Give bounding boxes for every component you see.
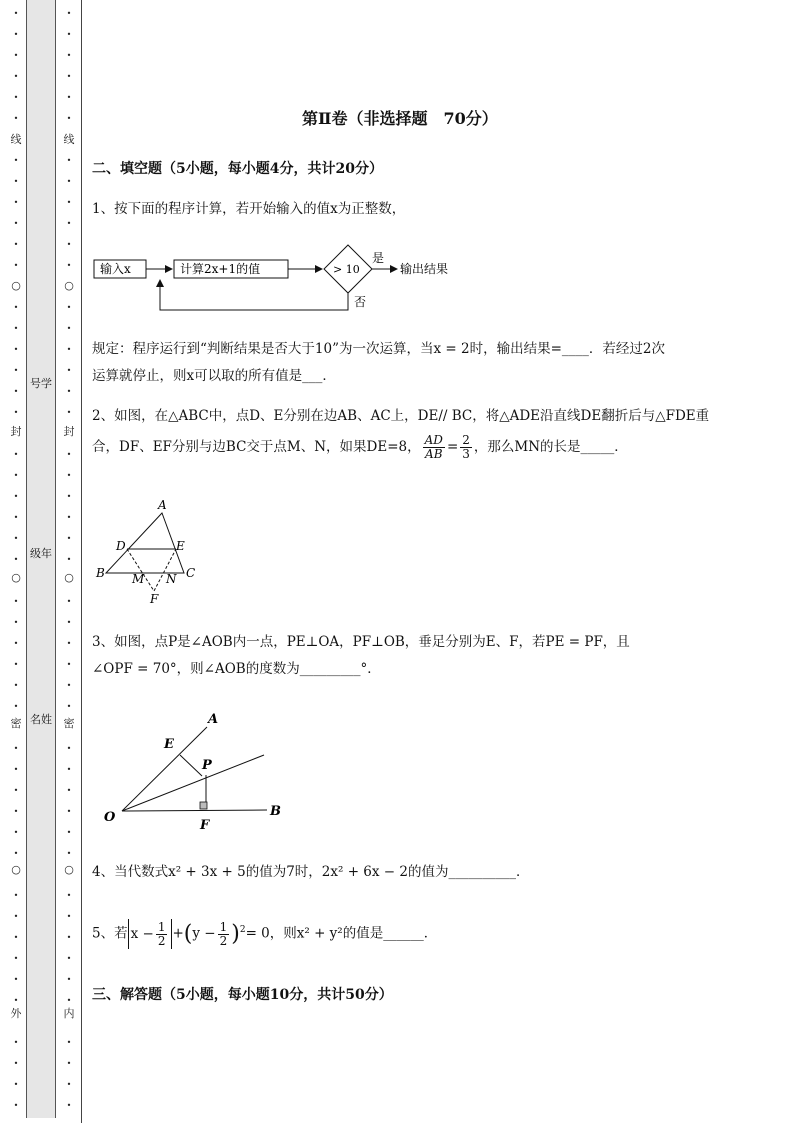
q1-text: 1、按下面的程序计算，若开始输入的值x为正整数， (92, 201, 406, 217)
binding-left-dot: • (13, 93, 19, 102)
binding-left-dot: • (13, 450, 19, 459)
binding-right-dot: • (66, 807, 72, 816)
q1-rule-text: 规定：程序运行到“判断结果是否大于10”为一次运算，当x = 2时，输出结果=____．若经过2次 (92, 341, 665, 357)
svg-text:P: P (202, 758, 212, 773)
binding-right-dot: • (66, 681, 72, 690)
binding-right-dot: • (66, 72, 72, 81)
binding-right-dot: • (66, 303, 72, 312)
q1-flowchart (92, 240, 492, 315)
binding-left-dot: • (13, 765, 19, 774)
binding-right-dot: • (66, 177, 72, 186)
binding-right-dot: • (66, 492, 72, 501)
binding-left-dot: • (13, 639, 19, 648)
binding-left-dot: • (13, 681, 19, 690)
binding-right-dot: • (66, 240, 72, 249)
svg-text:N: N (166, 572, 177, 586)
flow-compute-label: 计算2x+1的值 (180, 262, 261, 276)
binding-right-dot: • (66, 345, 72, 354)
svg-text:B: B (96, 566, 105, 580)
binding-right-dot: • (66, 513, 72, 522)
binding-right-dot: • (66, 912, 72, 921)
binding-left-label: ○ (11, 863, 21, 876)
binding-right-dot: • (66, 156, 72, 165)
flow-output-label: 输出结果 (400, 262, 449, 276)
binding-left-dot: • (13, 324, 19, 333)
flow-yes-label: 是 (372, 251, 385, 265)
binding-left-dot: • (13, 1080, 19, 1089)
binding-right-dot: • (66, 765, 72, 774)
binding-left-dot: • (13, 1101, 19, 1110)
q2-text: 2、如图，在△ABC中，点D、E分别在边AB、AC上，DE// BC，将△ADE沿直线DE翻折后与△FDE重 (92, 408, 710, 424)
binding-left-dot: • (13, 891, 19, 900)
binding-right-dot: • (66, 1038, 72, 1047)
binding-right-label: ○ (64, 571, 74, 584)
q2-fraction-ad-ab: $\frac{AD}{AB}$ (424, 433, 443, 461)
binding-left-label: ○ (11, 279, 21, 292)
svg-text:D: D (116, 539, 126, 553)
binding-left-dot: • (13, 912, 19, 921)
binding-right-dot: • (66, 387, 72, 396)
binding-right-label: 密 (63, 717, 75, 730)
binding-left-dot: • (13, 660, 19, 669)
binding-left-dot: • (13, 828, 19, 837)
binding-right-dot: • (66, 933, 72, 942)
svg-text:E: E (164, 737, 174, 752)
binding-right-dot: • (66, 51, 72, 60)
binding-left-dot: • (13, 177, 19, 186)
binding-right-dot: • (66, 891, 72, 900)
binding-right-dot: • (66, 597, 72, 606)
binding-left-dot: • (13, 303, 19, 312)
binding-right-dot: • (66, 219, 72, 228)
binding-right-dot: • (66, 261, 72, 270)
binding-left-dot: • (13, 534, 19, 543)
binding-right-dot: • (66, 408, 72, 417)
svg-text:F: F (200, 818, 210, 833)
binding-right-dot: • (66, 366, 72, 375)
binding-right-dot: • (66, 828, 72, 837)
q1-rule-text-2: 运算就停止，则x可以取的所有值是___． (92, 368, 336, 384)
svg-text:A: A (208, 712, 219, 727)
binding-right-dot: • (66, 618, 72, 627)
binding-left-dot: • (13, 786, 19, 795)
student-number-label: 号学 (30, 377, 52, 390)
binding-left-label: 封 (10, 425, 22, 438)
binding-right-label: 内 (63, 1007, 75, 1020)
name-label: 名姓 (30, 713, 52, 726)
binding-right-dot: • (66, 534, 72, 543)
q3-text: 3、如图，点P是∠AOB内一点，PE⊥OA，PF⊥OB，垂足分别为E、F，若PE = PF，且 (92, 634, 630, 650)
binding-right-label: 线 (63, 133, 75, 146)
q2-text-2: 合，DF、EF分别与边BC交于点M、N，如果DE=8， $\frac{AD}{AB}$ = $\frac{2}{3}$ ，那么MN的长是_____． (92, 433, 628, 461)
q3-text-2: ∠OPF = 70°，则∠AOB的度数为_________°． (92, 661, 381, 677)
binding-right-dot: • (66, 702, 72, 711)
binding-margin (0, 0, 82, 1123)
binding-left-column (8, 0, 24, 1123)
binding-right-dot: • (66, 954, 72, 963)
binding-left-dot: • (13, 555, 19, 564)
binding-left-dot: • (13, 156, 19, 165)
binding-left-dot: • (13, 198, 19, 207)
binding-left-dot: • (13, 513, 19, 522)
binding-left-dot: • (13, 492, 19, 501)
binding-left-dot: • (13, 996, 19, 1005)
section3-heading: 三、解答题（5小题，每小题10分，共计50分） (92, 987, 393, 1003)
binding-right-dot: • (66, 1080, 72, 1089)
binding-right-dot: • (66, 744, 72, 753)
binding-left-label: ○ (11, 571, 21, 584)
binding-left-dot: • (13, 387, 19, 396)
q5-absolute-value: x − $\frac{1}{2}$ (128, 919, 173, 949)
binding-left-dot: • (13, 744, 19, 753)
flow-condition-label: > 10 (333, 263, 360, 276)
binding-right-dot: • (66, 786, 72, 795)
binding-right-dot: • (66, 975, 72, 984)
binding-left-dot: • (13, 240, 19, 249)
svg-text:F: F (150, 592, 159, 606)
q2-fraction-two-thirds: $\frac{2}{3}$ (462, 433, 470, 461)
binding-left-dot: • (13, 9, 19, 18)
grade-label: 级年 (30, 547, 52, 560)
binding-left-dot: • (13, 219, 19, 228)
section2-heading: 二、填空题（5小题，每小题4分，共计20分） (92, 161, 383, 177)
binding-left-dot: • (13, 597, 19, 606)
binding-right-dot: • (66, 198, 72, 207)
binding-left-dot: • (13, 30, 19, 39)
svg-text:E: E (176, 539, 185, 553)
q5-text: 5、若 x − $\frac{1}{2}$ +(y − $\frac{1}{2}$ )$^2$= 0，则x² + y²的值是______． (92, 919, 438, 948)
flow-input-label: 输入x (100, 262, 131, 276)
binding-left-dot: • (13, 954, 19, 963)
binding-left-dot: • (13, 114, 19, 123)
binding-left-label: 线 (10, 133, 22, 146)
q2-triangle-figure (92, 495, 212, 607)
binding-left-dot: • (13, 345, 19, 354)
binding-left-label: 外 (10, 1007, 22, 1020)
binding-right-dot: • (66, 639, 72, 648)
binding-right-dot: • (66, 555, 72, 564)
page-title: 第Ⅱ卷（非选择题 70分） (302, 109, 498, 128)
binding-right-dot: • (66, 450, 72, 459)
binding-left-dot: • (13, 975, 19, 984)
svg-text:O: O (104, 810, 116, 825)
binding-right-dot: • (66, 1101, 72, 1110)
binding-right-label: ○ (64, 863, 74, 876)
binding-left-dot: • (13, 366, 19, 375)
binding-left-dot: • (13, 1059, 19, 1068)
binding-right-dot: • (66, 93, 72, 102)
binding-right-column (60, 0, 78, 1123)
binding-left-dot: • (13, 849, 19, 858)
binding-right-dot: • (66, 324, 72, 333)
binding-left-dot: • (13, 51, 19, 60)
binding-right-dot: • (66, 660, 72, 669)
binding-right-dot: • (66, 996, 72, 1005)
binding-left-dot: • (13, 618, 19, 627)
binding-left-dot: • (13, 72, 19, 81)
binding-right-label: ○ (64, 279, 74, 292)
q4-text: 4、当代数式x² + 3x + 5的值为7时，2x² + 6x − 2的值为__________． (92, 864, 530, 880)
binding-left-dot: • (13, 933, 19, 942)
q3-angle-figure (92, 705, 292, 835)
flow-no-label: 否 (354, 295, 367, 309)
binding-right-dot: • (66, 849, 72, 858)
binding-left-label: 密 (10, 717, 22, 730)
svg-text:B: B (270, 804, 281, 819)
student-info-strip (26, 0, 56, 1118)
binding-left-dot: • (13, 702, 19, 711)
binding-left-dot: • (13, 261, 19, 270)
binding-right-dot: • (66, 471, 72, 480)
svg-text:C: C (186, 566, 196, 580)
svg-text:A: A (158, 498, 167, 512)
binding-left-dot: • (13, 1038, 19, 1047)
binding-right-dot: • (66, 9, 72, 18)
binding-border-line (81, 0, 82, 1123)
binding-right-dot: • (66, 1059, 72, 1068)
binding-right-label: 封 (63, 425, 75, 438)
binding-left-dot: • (13, 471, 19, 480)
binding-left-dot: • (13, 807, 19, 816)
binding-right-dot: • (66, 114, 72, 123)
binding-right-dot: • (66, 30, 72, 39)
binding-left-dot: • (13, 408, 19, 417)
svg-text:M: M (132, 572, 145, 586)
